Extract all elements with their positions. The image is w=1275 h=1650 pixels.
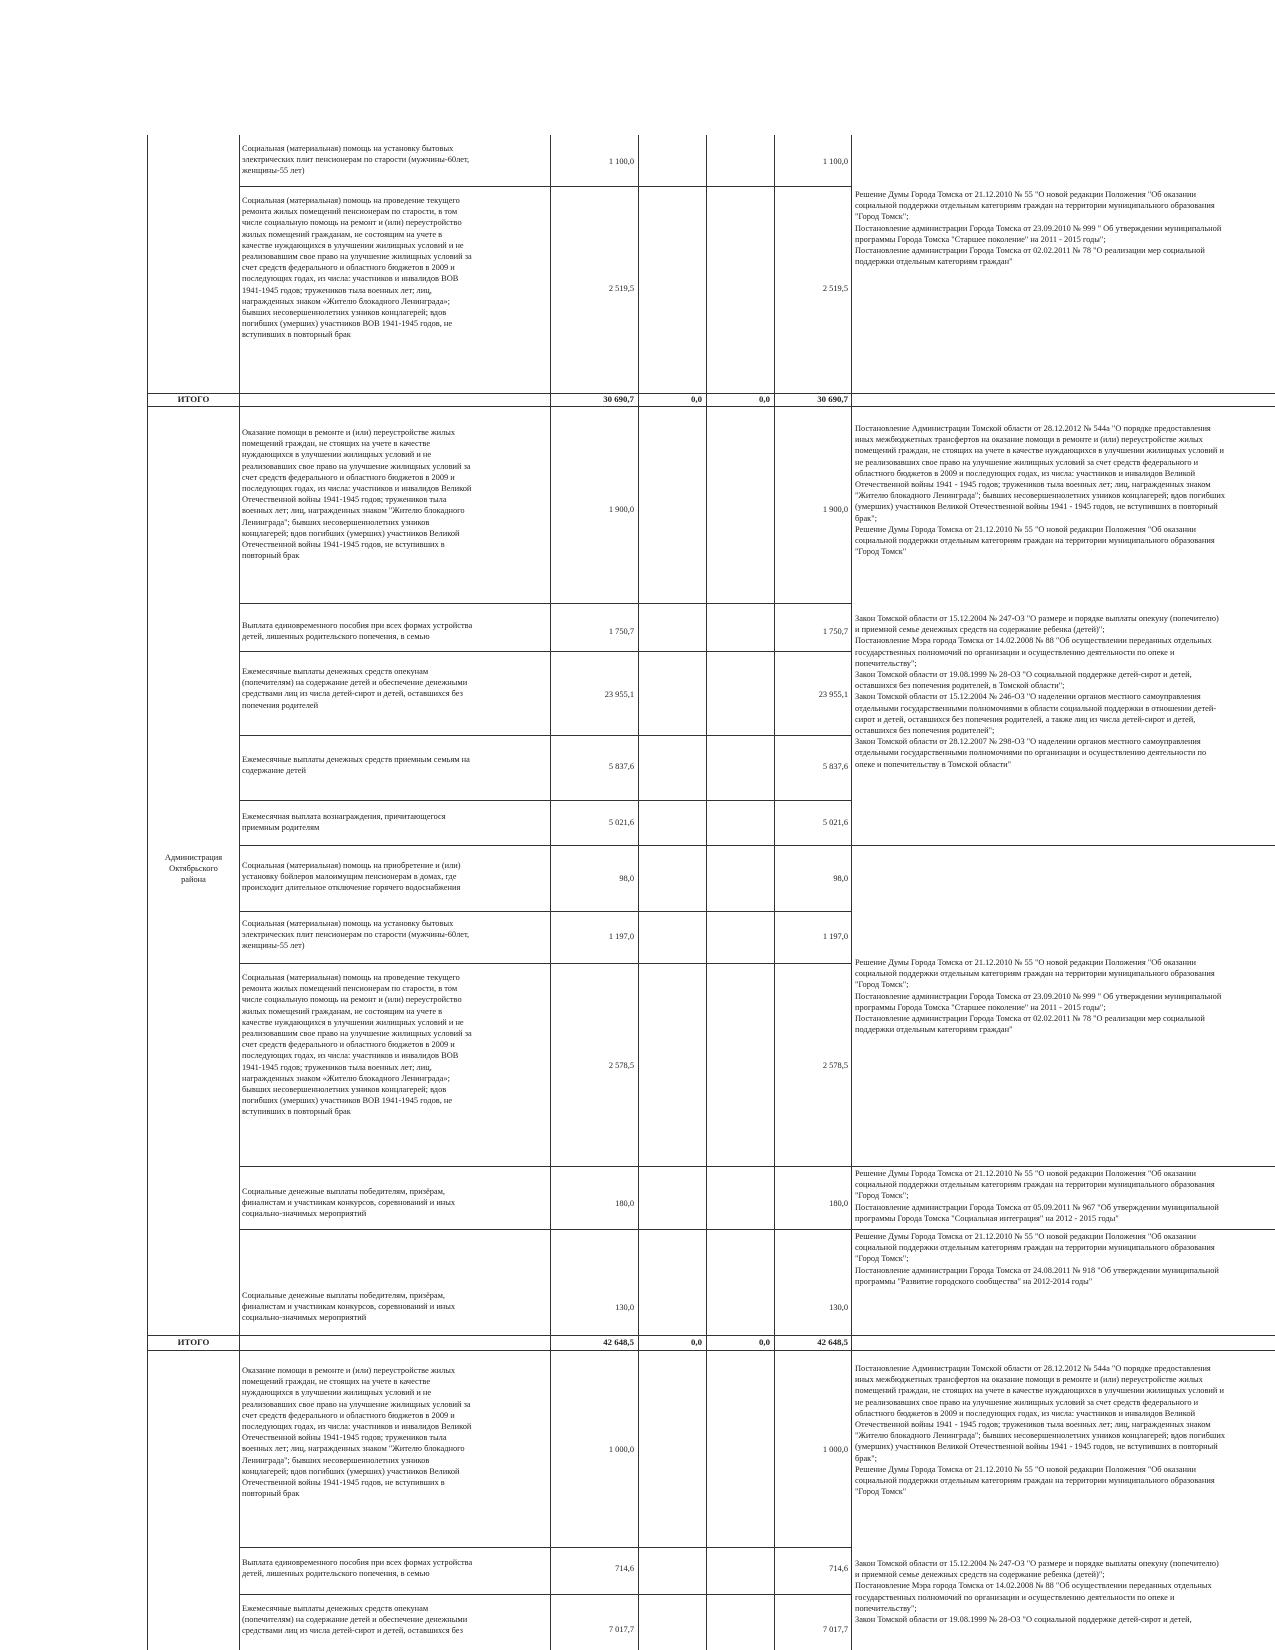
total-amount: 23 955,1	[818, 690, 848, 699]
planned-amount: 1 750,7	[608, 627, 634, 636]
expense-description: Социальные денежные выплаты победителям, призёрам, финалистам и участникам конкурсов, соревнований и иных социально-значимых мероприятий	[242, 1291, 456, 1323]
total-sum: 30 690,7	[817, 394, 848, 404]
grid-line	[239, 135, 240, 1650]
grid-line	[239, 845, 1275, 846]
total-amount: 5 837,6	[822, 762, 848, 771]
total-planned: 42 648,5	[603, 1337, 634, 1347]
total-amount: 5 021,6	[822, 818, 848, 827]
total-amount: 1 900,0	[822, 505, 848, 514]
total-col4: 0,0	[759, 394, 770, 404]
grid-line	[706, 135, 707, 1650]
planned-amount: 5 837,6	[608, 762, 634, 771]
total-amount: 2 578,5	[822, 1061, 848, 1070]
grid-line	[239, 1547, 851, 1548]
grid-line	[239, 911, 851, 912]
legal-basis: Решение Думы Города Томска от 21.12.2010 № 55 "О новой редакции Положения "Об оказании социальной поддержки отдельным категориям граждан на территории муниципального образования "Город Томск"; Постановление администрации Города Томска от 05.09.2011 № 967 "Об утверждении муниципальной программы Города Томска "Социальная интеграция" на 2012 - 2015 годы"	[855, 1169, 1219, 1223]
legal-basis: Постановление Администрации Томской области от 28.12.2012 № 544а "О порядке предоставления иных межбюджетных трансфертов на оказание помощи в ремонте и (или) переустройстве жилых помещений граждан, не стоящих на учете в качестве нуждающихся в улучшении жилищных условий и не реализовавших свое право на улучшение жилищных условий за счет средств федерального и областного бюджетов в 2009 и последующих годах, из числа: участников и инвалидов Великой Отечественной войны 1941 - 1945 годов; тружеников тыла военных лет; лиц, награжденных знаком "Жителю блокадного Ленинграда"; бывших несовершеннолетних узников концлагерей; вдов погибших (умерших) участников Великой Отечественной войны 1941 - 1945 годов, не вступивших в повторный брак"; Решение Думы Города Томска от 21.12.2010 № 55 "О новой редакции Положения "Об оказании социальной поддержки отдельным категориям граждан на территории муниципального образования "Город Томск"	[855, 1364, 1226, 1497]
grid-line	[774, 135, 775, 1650]
expense-description: Оказание помощи в ремонте и (или) переустройстве жилых помещений граждан, не стоящих на учете в качестве нуждающихся в улучшении жилищных условий и не реализовавших свое право на улучшение жилищных условий за счет средств федерального и областного бюджетов в 2009 и последующих годах, из числа: участников и инвалидов Великой Отечественной войны 1941-1945 годов; тружеников тыла военных лет; лиц, награжденных знаком "Жителю блокадного Ленинграда"; бывших несовершеннолетних узников концлагерей; вдов погибших (умерших) участников Великой Отечественной войны 1941-1945 годов, не вступивших в повторный брак	[242, 1366, 472, 1499]
legal-basis: Постановление Администрации Томской области от 28.12.2012 № 544а "О порядке предоставления иных межбюджетных трансфертов на оказание помощи в ремонте и (или) переустройстве жилых помещений граждан, не стоящих на учете в качестве нуждающихся в улучшении жилищных условий и не реализовавших свое право на улучшение жилищных условий за счет средств федерального и областного бюджетов в 2009 и последующих годах, из числа: участников и инвалидов Великой Отечественной войны 1941 - 1945 годов; тружеников тыла военных лет; лиц, награжденных знаком "Жителю блокадного Ленинграда"; бывших несовершеннолетних узников концлагерей; вдов погибших (умерших) участников Великой Отечественной войны 1941 - 1945 годов, не вступивших в повторный брак"; Решение Думы Города Томска от 21.12.2010 № 55 "О новой редакции Положения "Об оказании социальной поддержки отдельным категориям граждан на территории муниципального образования "Город Томск"	[855, 424, 1226, 557]
grid-line	[550, 135, 551, 1650]
legal-basis: Закон Томской области от 15.12.2004 № 247-ОЗ "О размере и порядке выплаты опекуну (попечителю) и приемной семье денежных средств на содержание ребенка (детей)"; Постановление Мэра города Томска от 14.02.2008 № 88 "Об осуществлении переданных отдельных государственных полномочий по организации и осуществлению деятельности по опеке и попечительству"; Закон Томской области от 19.08.1999 № 28-ОЗ "О социальной поддержке детей-сирот и детей, оставшихся без попечения родителей, в Томской области"; Закон Томской области от 15.12.2004 № 246-ОЗ "О наделении органов местного самоуправления отдельными государственными полномочиями в области социальной поддержки в отношении детей- сирот и детей, оставшихся без попечения родителей, а также лиц из числа детей-сирот и детей, оставшихся без попечения родителей"; Закон Томской области от 28.12.2007 № 298-ОЗ "О наделении органов местного самоуправления отдельными государственными полномочиями по организации и осуществлению деятельности по опеке и попечительству в Томской области"	[855, 614, 1219, 769]
expense-description: Оказание помощи в ремонте и (или) переустройстве жилых помещений граждан, не стоящих на учете в качестве нуждающихся в улучшении жилищных условий и не реализовавших свое право на улучшение жилищных условий за счет средств федерального и областного бюджетов в 2009 и последующих годах, из числа: участников и инвалидов Великой Отечественной войны 1941-1945 годов; тружеников тыла военных лет; лиц, награжденных знаком "Жителю блокадного Ленинграда"; бывших несовершеннолетних узников концлагерей; вдов погибших (умерших) участников Великой Отечественной войны 1941-1945 годов, не вступивших в повторный брак	[242, 428, 472, 561]
expense-description: Ежемесячные выплаты денежных средств опекунам (попечителям) на содержание детей и обеспечение денежными средствами лиц из числа детей-сирот и детей, оставшихся без попечения родителей	[242, 667, 468, 710]
legal-basis: Решение Думы Города Томска от 21.12.2010 № 55 "О новой редакции Положения "Об оказании социальной поддержки отдельным категориям граждан на территории муниципального образования "Город Томск"; Постановление администрации Города Томска от 24.08.2011 № 918 "Об утверждении муниципальной программы "Развитие городского сообщества" на 2012-2014 годы"	[855, 1232, 1219, 1286]
expense-description: Ежемесячные выплаты денежных средств опекунам (попечителям) на содержание детей и обеспечение денежными средствами лиц из числа детей-сирот и детей, оставшихся без	[242, 1604, 468, 1636]
grid-line	[239, 1594, 851, 1595]
expense-description: Социальная (материальная) помощь на проведение текущего ремонта жилых помещений пенсионерам по старости, в том числе социальную помощь на ремонт и (или) переустройство жилых помещений гражданам, не состоящим на учете в качестве нуждающихся в улучшении жилищных условий и не реализовавшим свое право на улучшение жилищных условий за счет средств федерального и областного бюджетов в 2009 и последующих годах, из числа: участников и инвалидов ВОВ 1941-1945 годов; тружеников тыла военных лет; лиц, награжденных знаком «Жителю блокадного Ленинграда»; бывших несовершеннолетних узников концлагерей; вдов погибших (умерших) участников ВОВ 1941-1945 годов, не вступивших в повторный брак	[242, 196, 472, 340]
legal-basis: Закон Томской области от 15.12.2004 № 247-ОЗ "О размере и порядке выплаты опекуну (попечителю) и приемной семье денежных средств на содержание ребенка (детей)"; Постановление Мэра города Томска от 14.02.2008 № 88 "Об осуществлении переданных отдельных государственных полномочий по организации и осуществлению деятельности по опеке и попечительству"; Закон Томской области от 19.08.1999 № 28-ОЗ "О социальной поддержке детей-сирот и детей,	[855, 1559, 1219, 1625]
total-amount: 98,0	[833, 874, 848, 883]
total-col3: 0,0	[691, 1337, 702, 1347]
planned-amount: 5 021,6	[608, 818, 634, 827]
expense-description: Социальные денежные выплаты победителям, призёрам, финалистам и участникам конкурсов, соревнований и иных социально-значимых мероприятий	[242, 1187, 456, 1219]
total-col3: 0,0	[691, 394, 702, 404]
planned-amount: 7 017,7	[608, 1625, 634, 1634]
total-amount: 1 750,7	[822, 627, 848, 636]
total-amount: 2 519,5	[822, 284, 848, 293]
grid-line	[638, 135, 639, 1650]
total-label: ИТОГО	[177, 394, 210, 404]
grid-line	[147, 1335, 1275, 1336]
planned-amount: 1 900,0	[608, 505, 634, 514]
legal-basis: Решение Думы Города Томска от 21.12.2010 № 55 "О новой редакции Положения "Об оказании социальной поддержки отдельным категориям граждан на территории муниципального образования "Город Томск"; Постановление администрации Города Томска от 23.09.2010 № 999 " Об утверждении муниципальной программы Города Томска "Старшее поколение" на 2011 - 2015 годы"; Постановление администрации Города Томска от 02.02.2011 № 78 "О реализации мер социальной поддержки отдельным категориям граждан"	[855, 958, 1222, 1035]
grid-line	[239, 800, 851, 801]
expense-description: Социальная (материальная) помощь на установку бытовых электрических плит пенсионерам по старости (мужчины-60лет, женщины-55 лет)	[242, 144, 470, 176]
grid-line	[851, 135, 852, 1650]
grid-line	[239, 1229, 1275, 1230]
grid-line	[239, 735, 851, 736]
total-label: ИТОГО	[177, 1337, 210, 1347]
legal-basis: Решение Думы Города Томска от 21.12.2010 № 55 "О новой редакции Положения "Об оказании социальной поддержки отдельным категориям граждан на территории муниципального образования "Город Томск"; Постановление администрации Города Томска от 23.09.2010 № 999 " Об утверждении муниципальной программы Города Томска "Старшее поколение" на 2011 - 2015 годы"; Постановление администрации Города Томска от 02.02.2011 № 78 "О реализации мер социальной поддержки отдельным категориям граждан"	[855, 190, 1222, 267]
total-amount: 130,0	[829, 1303, 848, 1312]
grid-line	[147, 135, 148, 1650]
expense-description: Выплата единовременного пособия при всех формах устройства детей, лишенных родительского попечения, в семью	[242, 1558, 473, 1579]
grid-line	[147, 1350, 1275, 1351]
planned-amount: 180,0	[615, 1199, 634, 1208]
planned-amount: 130,0	[615, 1303, 634, 1312]
total-col4: 0,0	[759, 1337, 770, 1347]
grid-line	[239, 603, 851, 604]
expense-description: Выплата единовременного пособия при всех формах устройства детей, лишенных родительского попечения, в семью	[242, 621, 473, 642]
total-amount: 1 000,0	[822, 1445, 848, 1454]
expense-description: Ежемесячные выплаты денежных средств приемным семьям на содержание детей	[242, 755, 470, 776]
grid-line	[239, 1166, 1275, 1167]
planned-amount: 1 100,0	[608, 157, 634, 166]
grid-line	[239, 186, 851, 187]
planned-amount: 23 955,1	[604, 690, 634, 699]
total-planned: 30 690,7	[603, 394, 634, 404]
total-amount: 7 017,7	[822, 1625, 848, 1634]
total-amount: 180,0	[829, 1199, 848, 1208]
expense-description: Социальная (материальная) помощь на установку бытовых электрических плит пенсионерам по старости (мужчины-60лет, женщины-55 лет)	[242, 919, 470, 951]
planned-amount: 714,6	[615, 1564, 634, 1573]
planned-amount: 98,0	[619, 874, 634, 883]
expense-description: Ежемесячная выплата вознаграждения, причитающегося приемным родителям	[242, 812, 446, 833]
organization-name: Администрация Октябрьского района	[164, 853, 223, 885]
total-amount: 1 197,0	[822, 932, 848, 941]
planned-amount: 2 578,5	[608, 1061, 634, 1070]
grid-line	[147, 406, 1275, 407]
total-amount: 1 100,0	[822, 157, 848, 166]
planned-amount: 2 519,5	[608, 284, 634, 293]
expense-description: Социальная (материальная) помощь на приобретение и (или) установку бойлеров малоимущим пенсионерам в домах, где происходит длительное отключение горячего водоснабжения	[242, 861, 461, 893]
grid-line	[239, 963, 851, 964]
expense-description: Социальная (материальная) помощь на проведение текущего ремонта жилых помещений пенсионерам по старости, в том числе социальную помощь на ремонт и (или) переустройство жилых помещений гражданам, не состоящим на учете в качестве нуждающихся в улучшении жилищных условий и не реализовавшим свое право на улучшение жилищных условий за счет средств федерального и областного бюджетов в 2009 и последующих годах, из числа: участников и инвалидов ВОВ 1941-1945 годов; тружеников тыла военных лет; лиц, награжденных знаком «Жителю блокадного Ленинграда»; бывших несовершеннолетних узников концлагерей; вдов погибших (умерших) участников ВОВ 1941-1945 годов, не вступивших в повторный брак	[242, 973, 472, 1117]
total-amount: 714,6	[829, 1564, 848, 1573]
grid-line	[239, 651, 851, 652]
total-sum: 42 648,5	[817, 1337, 848, 1347]
planned-amount: 1 197,0	[608, 932, 634, 941]
planned-amount: 1 000,0	[608, 1445, 634, 1454]
